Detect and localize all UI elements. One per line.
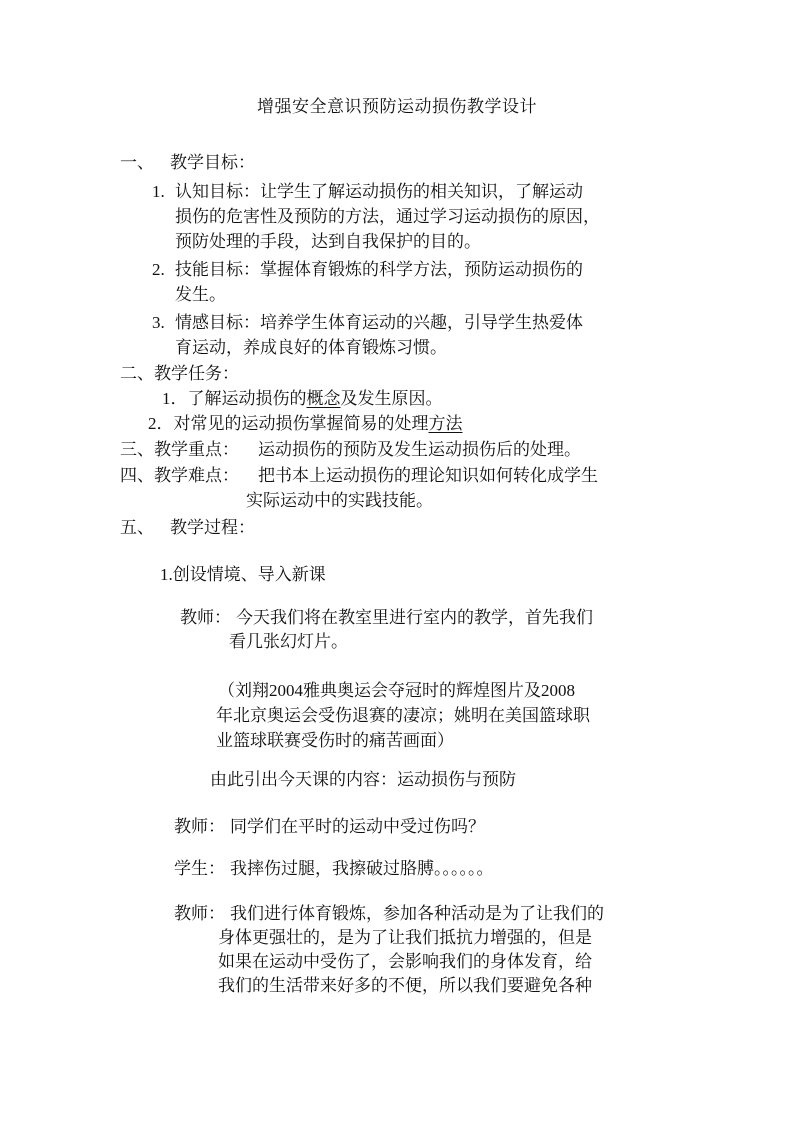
task-1-number: 1． <box>162 389 188 408</box>
note-line-2: 年北京奥运会受伤退赛的凄凉；姚明在美国篮球职 <box>216 706 590 726</box>
section-2-heading: 二、教学任务： <box>120 364 239 384</box>
goal-1-line-1: 认知目标：让学生了解运动损伤的相关知识，了解运动 <box>175 182 583 202</box>
task-1-underlined: 概念 <box>306 389 341 409</box>
step-1-text: 创设情境、导入新课 <box>172 565 326 585</box>
task-1-text-pre: 了解运动损伤的 <box>187 389 307 409</box>
task-1 <box>162 387 443 411</box>
teacher-1-speaker: 教师： <box>180 608 231 628</box>
section-5-heading: 教学过程： <box>170 518 255 538</box>
goal-2-line-2: 发生。 <box>175 285 226 305</box>
goal-1-line-2: 损伤的危害性及预防的方法，通过学习运动损伤的原因， <box>175 207 600 227</box>
section-3-heading: 三、教学重点： <box>120 440 239 460</box>
task-2-number: 2． <box>148 414 174 433</box>
goal-3-number: 3. <box>152 313 165 332</box>
teacher-2-speaker: 教师： <box>174 817 225 837</box>
step-1 <box>160 563 326 587</box>
teacher-3-line-2: 身体更强壮的，是为了让我们抵抗力增强的，但是 <box>218 928 592 948</box>
goal-3-line-1: 情感目标：培养学生体育运动的兴趣，引导学生热爱体 <box>175 313 583 333</box>
step-1-number: 1. <box>160 565 173 584</box>
teacher-3-line-1: 我们进行体育锻炼，参加各种活动是为了让我们的 <box>230 904 604 924</box>
teacher-1-line-2: 看几张幻灯片。 <box>229 632 348 652</box>
teacher-2-text: 同学们在平时的运动中受过伤吗？ <box>230 817 485 837</box>
section-1-heading: 教学目标： <box>170 153 255 173</box>
teacher-3-line-3: 如果在运动中受伤了，会影响我们的身体发育，给 <box>218 952 592 972</box>
section-4-line-2: 实际运动中的实践技能。 <box>246 491 433 511</box>
teacher-1-line-1: 今天我们将在教室里进行室内的教学，首先我们 <box>236 608 593 628</box>
goal-1-line-3: 预防处理的手段，达到自我保护的目的。 <box>175 232 481 252</box>
section-5-marker: 五、 <box>120 518 154 538</box>
section-3-text: 运动损伤的预防及发生运动损伤后的处理。 <box>258 440 581 460</box>
document-title: 增强安全意识预防运动损伤教学设计 <box>257 97 537 117</box>
note-line-1 <box>218 679 575 703</box>
student-text: 我摔伤过腿，我擦破过胳膊。。。。。。 <box>230 859 494 879</box>
goal-2-number: 2. <box>152 260 165 279</box>
goal-1-number: 1. <box>152 182 165 201</box>
section-4-line-1: 把书本上运动损伤的理论知识如何转化成学生 <box>258 466 598 486</box>
goal-3-line-2: 育运动，养成良好的体育锻炼习惯。 <box>175 338 447 358</box>
note-year-2004: 2004 <box>269 681 303 700</box>
note-line-1-pre: （刘翔 <box>218 681 269 701</box>
teacher-3-line-4: 我们的生活带来好多的不便，所以我们要避免各种 <box>218 976 592 996</box>
note-year-2008: 2008 <box>541 681 575 700</box>
note-line-1-post: 雅典奥运会夺冠时的辉煌图片及 <box>303 681 541 701</box>
section-1-marker: 一、 <box>120 153 154 173</box>
task-2 <box>148 412 463 436</box>
task-2-text-pre: 对常见的运动损伤掌握简易的处理 <box>173 414 429 434</box>
task-1-text-post: 及发生原因。 <box>340 389 443 409</box>
section-4-heading: 四、教学难点： <box>120 466 239 486</box>
task-2-underlined: 方法 <box>428 414 463 434</box>
note-line-3: 业篮球联赛受伤时的痛苦画面） <box>216 731 454 751</box>
goal-2-line-1: 技能目标：掌握体育锻炼的科学方法，预防运动损伤的 <box>175 260 583 280</box>
student-speaker: 学生： <box>174 859 225 879</box>
lead-in: 由此引出今天课的内容：运动损伤与预防 <box>210 770 516 790</box>
teacher-3-speaker: 教师： <box>174 904 225 924</box>
